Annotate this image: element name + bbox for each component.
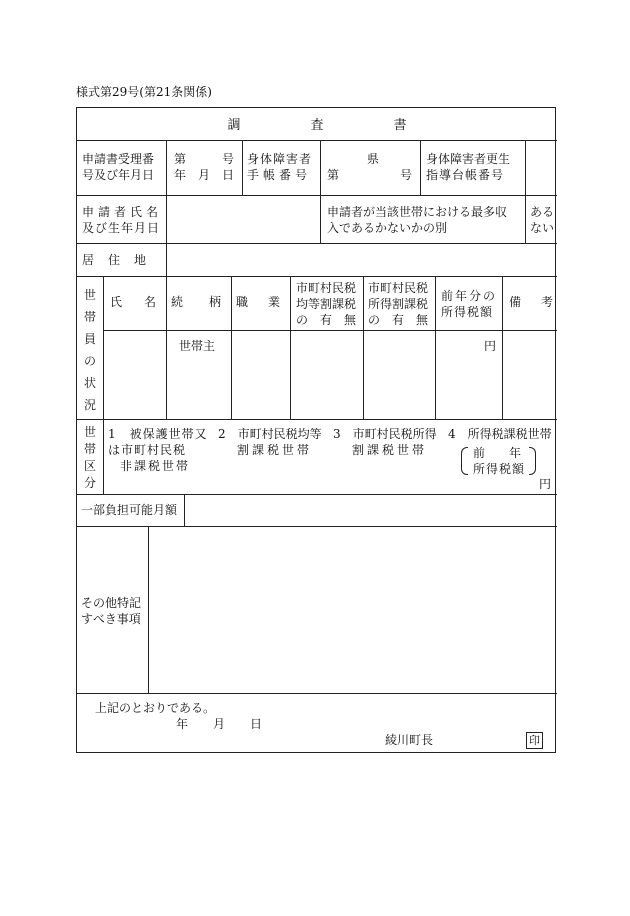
divider: [502, 276, 503, 419]
col-income-tax-header: 所得税額: [441, 305, 494, 319]
col-per-capita-tax-header: の有無: [296, 313, 369, 327]
category-1-option[interactable]: 1 被保護世帯又: [108, 427, 208, 441]
category-3-option[interactable]: 3 市町村民税所得: [333, 427, 437, 441]
divider: [77, 419, 557, 420]
household-category-label: 世 帯 区 分: [84, 425, 97, 490]
divider: [103, 276, 104, 419]
divider: [148, 526, 149, 693]
highest-income-question: 申請者が当該世帯における最多収: [327, 205, 508, 219]
col-remarks-header: 備考: [509, 295, 574, 309]
divider: [77, 195, 557, 196]
receipt-number-label: 申請書受理番: [82, 152, 155, 166]
address-label: 居住地: [82, 253, 161, 267]
divider: [435, 276, 436, 419]
household-members-label: 世 帯 員 の 状 況: [84, 288, 97, 412]
col-per-capita-tax-header: 均等割課税: [296, 297, 357, 311]
head-of-household-cell: 世帯主: [179, 339, 216, 353]
bracket-left: [461, 447, 468, 475]
divider: [77, 140, 557, 141]
answer-no[interactable]: ない: [530, 221, 555, 235]
highest-income-question: 入であるかないかの別: [327, 221, 448, 235]
receipt-number-label: 号及び年月日: [82, 168, 155, 182]
category-4-option[interactable]: 4 所得税課税世帯: [448, 427, 552, 441]
partial-burden-label: 一部負担可能月額: [81, 503, 178, 517]
divider: [77, 494, 557, 495]
statement-text: 上記のとおりである。: [95, 701, 216, 715]
divider: [103, 419, 104, 494]
divider: [525, 195, 526, 243]
applicant-name-label: 及び生年月日: [82, 221, 161, 235]
form-title: 調 査 書: [227, 118, 407, 133]
divider: [77, 526, 557, 527]
receipt-number-field[interactable]: 第 号: [174, 152, 234, 166]
divider: [242, 140, 243, 195]
applicant-name-label: 申請者氏名: [82, 205, 163, 219]
mayor-title: 綾川町長: [385, 733, 434, 747]
col-name-header: 氏名: [110, 295, 179, 309]
divider: [420, 140, 421, 195]
footer-date[interactable]: 年 月 日: [176, 717, 262, 731]
divider: [166, 243, 167, 276]
other-notes-label: すべき事項: [81, 612, 141, 626]
yen-unit: 円: [484, 339, 497, 353]
handbook-number-label: 手帳番号: [247, 168, 312, 182]
col-per-capita-tax-header: 市町村民税: [296, 281, 357, 295]
prefecture-field[interactable]: 県: [367, 152, 380, 166]
category-3-option: 割課税世帯: [352, 443, 428, 457]
guidance-ledger-label: 身体障害者更生: [426, 152, 511, 166]
col-income-based-tax-header: 市町村民税: [368, 281, 429, 295]
divider: [77, 243, 557, 244]
guidance-ledger-label: 指導台帳番号: [426, 168, 505, 182]
divider: [525, 140, 526, 195]
category-1-option: 非課税世帯: [120, 459, 191, 473]
category-2-option: 割課税世帯: [237, 443, 313, 457]
divider: [77, 693, 557, 694]
divider: [320, 195, 321, 243]
seal-icon: 印: [526, 732, 543, 749]
category-2-option[interactable]: 2 市町村民税均等: [218, 427, 322, 441]
yen-unit: 円: [539, 477, 552, 491]
receipt-date-field[interactable]: 年 月 日: [174, 168, 234, 182]
col-income-tax-header: 前年分の: [441, 289, 498, 303]
category-1-option: は市町村民税: [108, 443, 187, 457]
handbook-number-field[interactable]: 第 号: [327, 168, 412, 182]
form-number: 様式第29号(第21条関係): [76, 85, 212, 99]
divider: [363, 276, 364, 419]
divider: [166, 140, 167, 195]
bracket-right: [529, 447, 536, 475]
divider: [320, 140, 321, 195]
survey-form: [76, 107, 574, 753]
divider: [77, 276, 557, 277]
col-income-based-tax-header: 所得割課税: [368, 297, 429, 311]
col-relationship-header: 続柄: [171, 295, 248, 309]
col-income-based-tax-header: の有無: [368, 313, 441, 327]
other-notes-label: その他特記: [81, 596, 142, 610]
divider: [103, 330, 557, 331]
divider: [166, 195, 167, 243]
handbook-number-label: 身体障害者: [247, 152, 313, 166]
previous-year-income-tax-label: 所得税額: [473, 462, 526, 476]
col-occupation-header: 職業: [236, 295, 301, 309]
divider: [184, 494, 185, 526]
answer-yes[interactable]: ある: [530, 205, 555, 219]
previous-year-income-tax-label: 前 年: [473, 446, 522, 460]
